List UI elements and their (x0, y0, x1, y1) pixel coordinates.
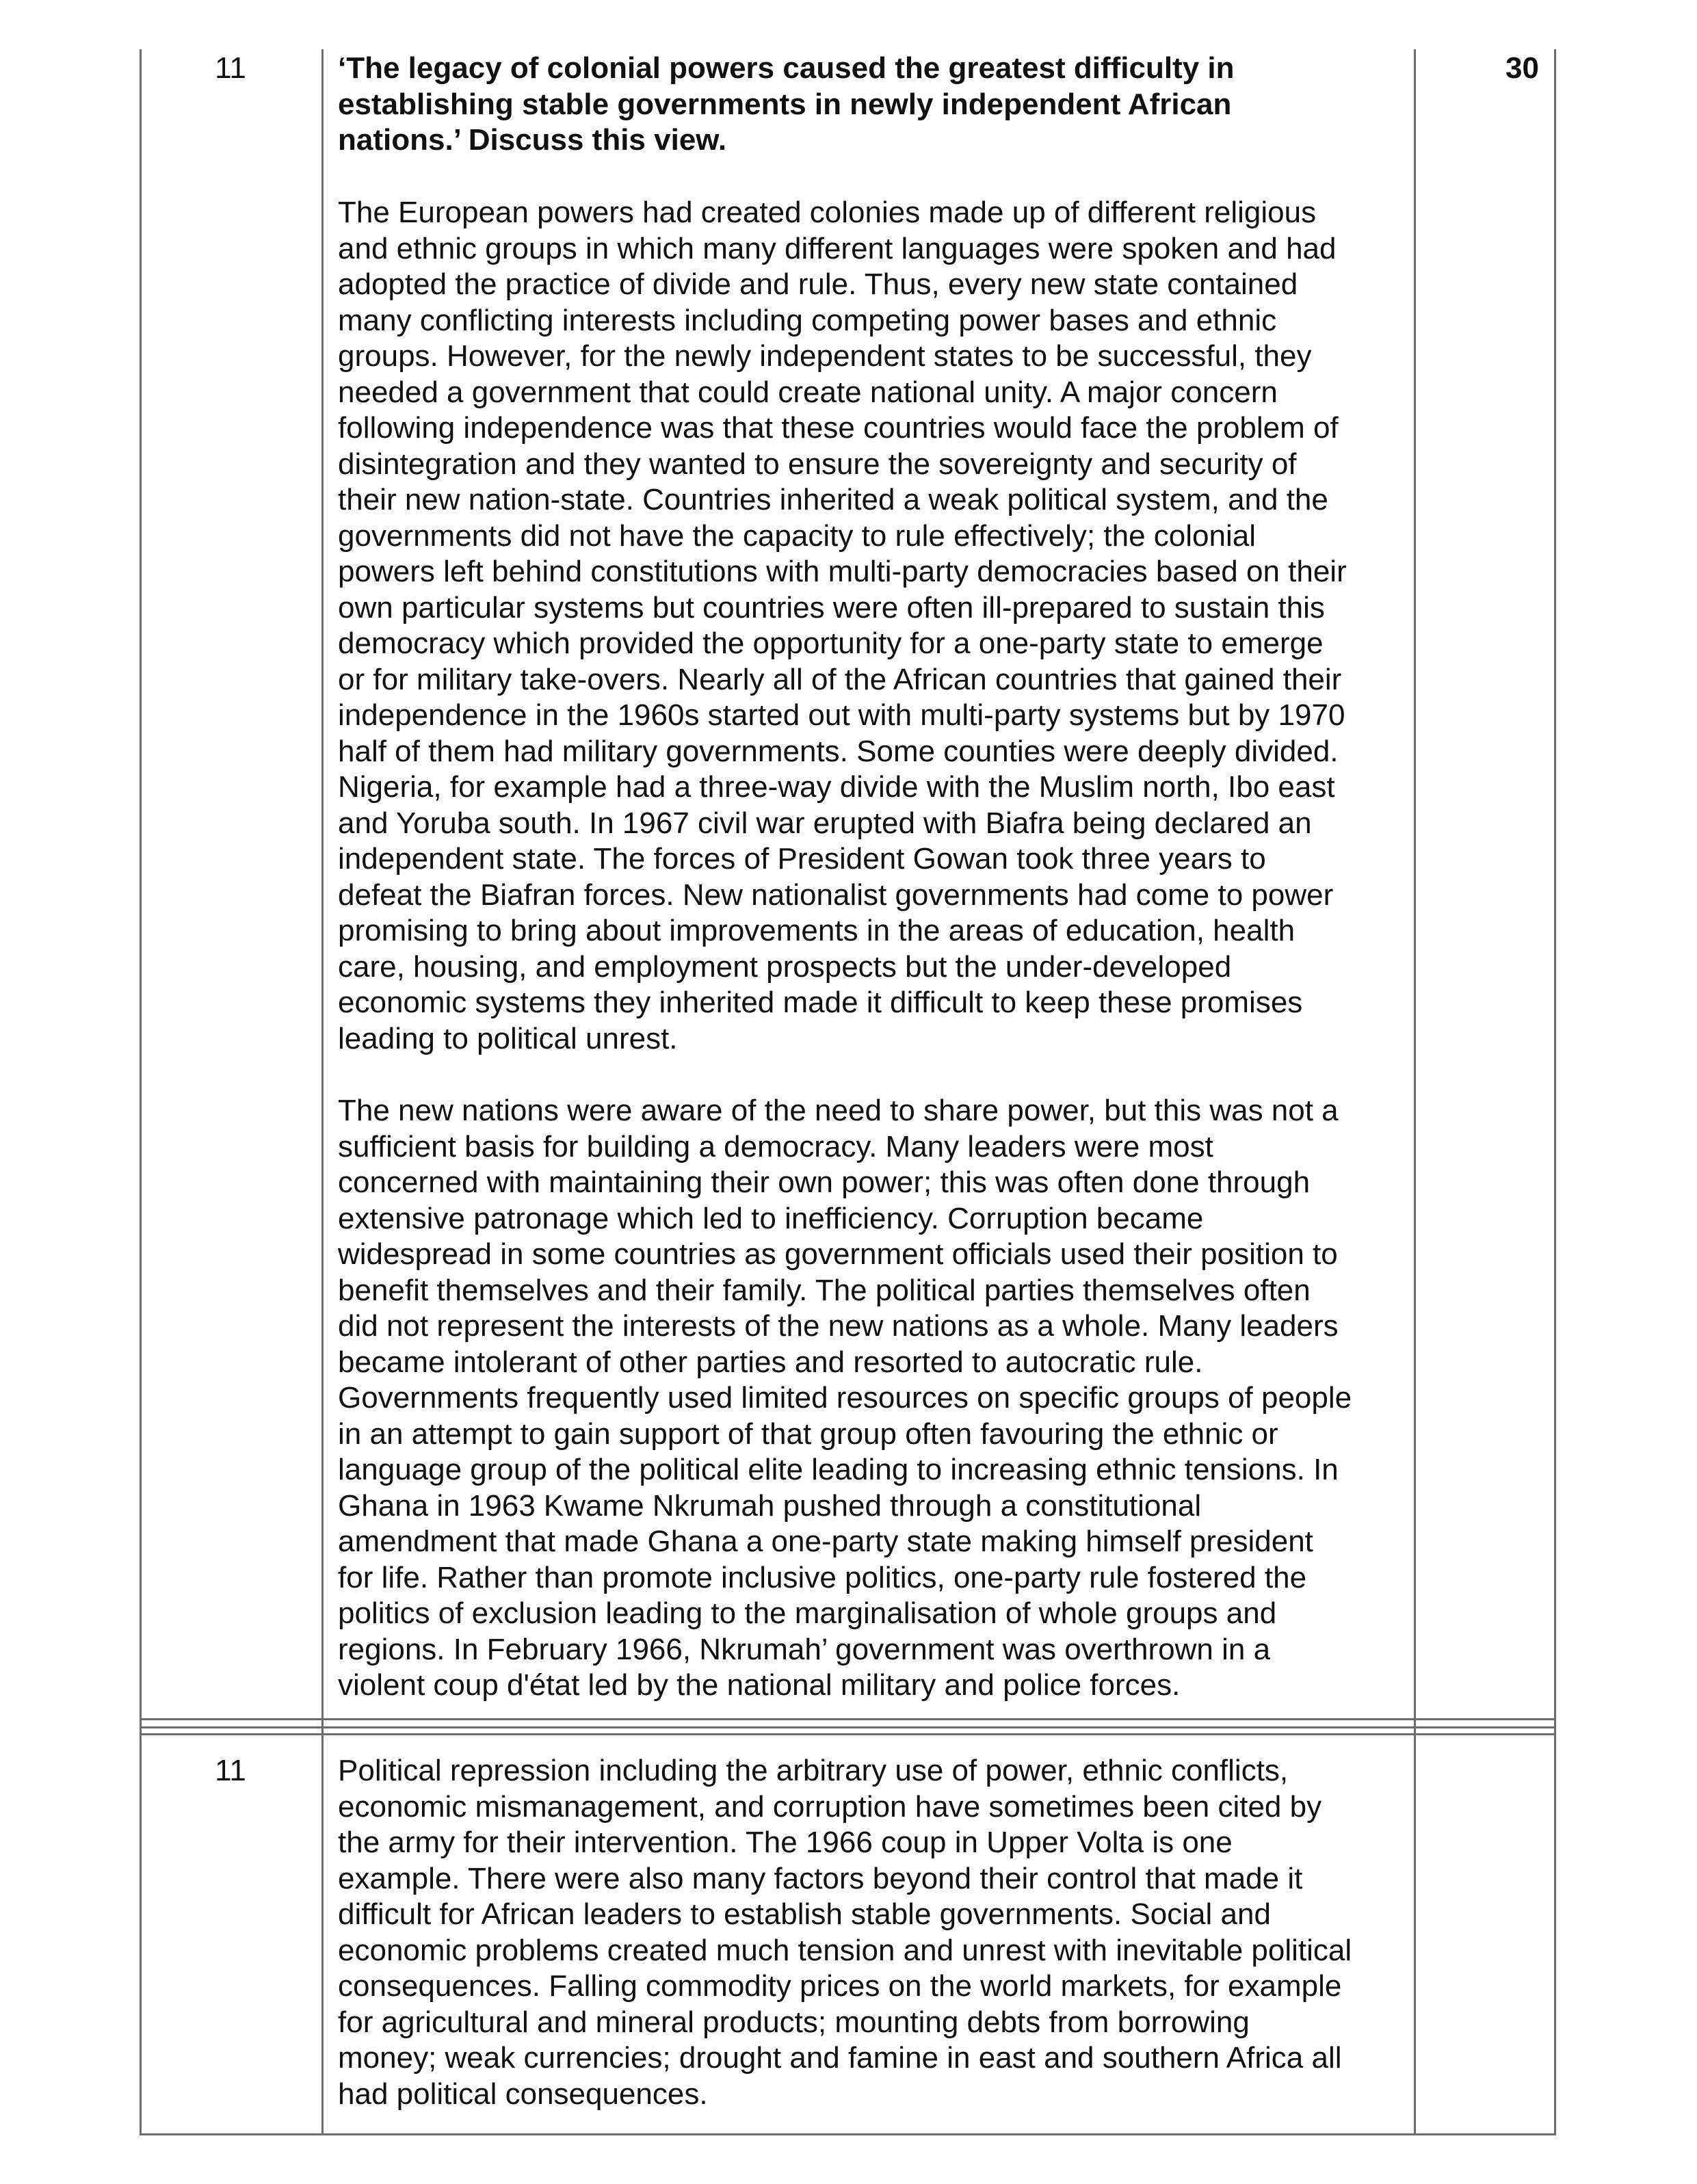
question-prompt: ‘The legacy of colonial powers caused the greatest difficulty in establishing stable governments in newly independent African nations.’ Discuss this view. (338, 51, 1235, 157)
marks-value: 30 (1505, 51, 1539, 85)
section-break-rule-top (140, 1718, 1556, 1720)
answer-paragraph-2: The new nations were aware of the need to share power, but this was not a sufficient basis for building a democracy. Many leaders were most concerned with maintaining their own power; this was often done through extensive patronage which led to inefficiency. Corruption became widespread in some countries as government officials used their position to benefit themselves and their family. The political parties themselves often did not represent the interests of the new nations as a whole. Many leaders became intolerant of other parties and resorted to autocratic rule. Governments frequently used limited resources on specific groups of people in an attempt to gain support of that group often favouring the ethnic or language group of the political elite leading to increasing ethnic tensions. In Ghana in 1963 Kwame Nkrumah pushed through a constitutional amendment that made Ghana a one-party state making himself president for life. Rather than promote inclusive politics, one-party rule fostered the politics of exclusion leading to the marginalisation of whole groups and regions. In February 1966, Nkrumah’ government was overthrown in a violent coup d'état led by the national military and police forces. (338, 1094, 1352, 1702)
table-divider-marks-column (1414, 49, 1416, 2135)
table-border-bottom (140, 2133, 1556, 2135)
section-break-rule-bottom (140, 1733, 1556, 1735)
section-break-rule-middle (140, 1726, 1556, 1728)
answer-paragraph-3: Political repression including the arbitrary use of power, ethnic conflicts, economic mismanagement, and corruption have sometimes been cited by the army for their intervention. The 1966 coup in Upper Volta is one example. There were also many factors beyond their control that made it difficult for African leaders to establish stable governments. Social and economic problems created much tension and unrest with inevitable political consequences. Falling commodity prices on the world markets, for example for agricultural and mineral products; mounting debts from borrowing money; weak currencies; drought and famine in east and southern Africa all had political consequences. (338, 1754, 1352, 2111)
question-number-continued: 11 (215, 1754, 246, 1787)
table-divider-question-column (321, 49, 324, 2135)
table-border-right (1554, 49, 1556, 2135)
table-border-left (140, 49, 142, 2135)
answer-paragraph-1: The European powers had created colonies made up of different religious and ethnic groups in which many different languages were spoken and had adopted the practice of divide and rule. Thus, every new state contained many conflicting interests including competing power bases and ethnic groups. However, for the newly independent states to be successful, they needed a government that could create national unity. A major concern following independence was that these countries would face the problem of disintegration and they wanted to ensure the sovereignty and security of their new nation-state. Countries inherited a weak political system, and the governments did not have the capacity to rule effectively; the colonial powers left behind constitutions with multi-party democracies based on their own particular systems but countries were often ill-prepared to sustain this democracy which provided the opportunity for a one-party state to emerge or for military take-overs. Nearly all of the African countries that gained their independence in the 1960s started out with multi-party systems but by 1970 half of them had military governments. Some counties were deeply divided. Nigeria, for example had a three-way divide with the Muslim north, Ibo east and Yoruba south. In 1967 civil war erupted with Biafra being declared an independent state. The forces of President Gowan took three years to defeat the Biafran forces. New nationalist governments had come to power promising to bring about improvements in the areas of education, health care, housing, and employment prospects but the under-developed economic systems they inherited made it difficult to keep these promises leading to political unrest. (338, 196, 1347, 1055)
question-number: 11 (215, 51, 246, 85)
